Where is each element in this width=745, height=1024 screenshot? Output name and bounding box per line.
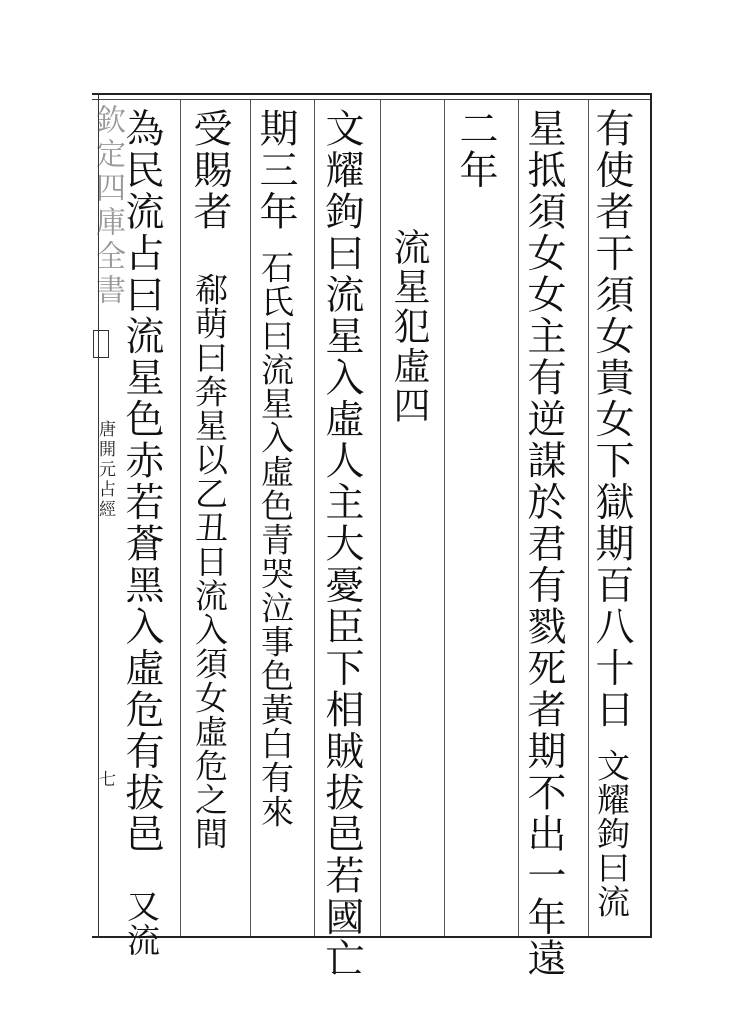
heading-text: 流星犯虛四 <box>387 228 430 426</box>
main-text: 文耀鉤曰流星入虛人主大憂臣下相賊拔邑若國亡 <box>319 108 364 980</box>
margin-page-number: 七 <box>95 770 115 790</box>
main-text: 期三年 <box>253 108 298 233</box>
column-divider <box>180 100 181 936</box>
main-text: 二年 <box>453 108 498 191</box>
annotation-text: 又流 <box>122 889 161 957</box>
main-text: 為民流占曰流星色赤若蒼黑入虛危有拔邑 <box>119 108 164 855</box>
column-divider <box>380 100 381 936</box>
column-divider <box>444 100 445 936</box>
margin-book-title: 唐開元占經 <box>95 420 115 520</box>
frame-top-rule-inner <box>92 99 652 100</box>
text-column-2 <box>521 108 566 980</box>
column-divider <box>250 100 251 936</box>
main-text: 受賜者 <box>187 108 232 233</box>
main-text: 有使者干須女貴女下獄期百八十日 <box>589 108 634 731</box>
main-text: 星抵須女女主有逆謀於君有戮死者期不出一年遠 <box>521 108 566 980</box>
annotation-text: 文耀鉤曰流 <box>592 748 631 919</box>
text-column-7 <box>187 108 232 851</box>
frame-right-rule <box>650 93 652 938</box>
section-heading <box>387 228 430 426</box>
frame-bottom-rule <box>92 936 652 938</box>
annotation-text: 郗萌曰奔星以乙丑日流入須女虛危之間 <box>190 272 229 851</box>
column-divider <box>518 100 519 936</box>
text-column-5 <box>319 108 364 980</box>
margin-header-cropped: 欽定四庫全書 <box>90 104 125 308</box>
column-divider <box>314 100 315 936</box>
text-column-1 <box>589 108 634 919</box>
text-column-6 <box>253 108 298 829</box>
annotation-text: 石氏曰流星入虛色青哭泣事色黃白有來 <box>256 250 295 829</box>
margin-fishtail-mark <box>93 330 109 358</box>
frame-top-rule <box>92 93 652 95</box>
text-column-3 <box>453 108 498 191</box>
text-column-8 <box>119 108 164 957</box>
